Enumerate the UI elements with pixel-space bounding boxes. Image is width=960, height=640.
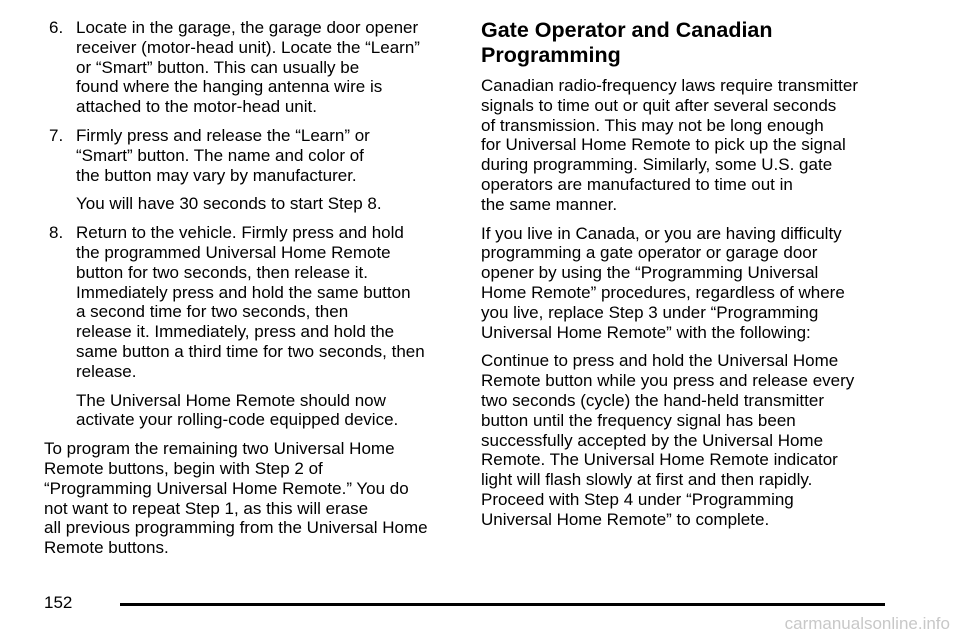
heading-line: Programming (481, 43, 621, 67)
text-line: the button may vary by manufacturer. (76, 165, 357, 185)
page-number: 152 (44, 593, 73, 612)
paragraph-canadian-laws (481, 76, 901, 215)
step-7-note (44, 194, 456, 214)
text-line: Home Remote” procedures, regardless of where (481, 282, 845, 302)
step-number: 6. (49, 18, 64, 37)
text-line: Remote buttons, begin with Step 2 of (44, 458, 323, 478)
text-line: programming a gate operator or garage door (481, 243, 818, 263)
text-line: Return to the vehicle. Firmly press and hold (76, 223, 404, 243)
step-number: 7. (49, 125, 64, 145)
text-line: of transmission. This may not be long enough (481, 115, 824, 135)
text-line: Locate in the garage, the garage door opener (76, 18, 419, 37)
footer-rule (120, 603, 885, 606)
text-line: Remote buttons. (44, 538, 169, 558)
text-line: the same manner. (481, 194, 618, 214)
step-8-note (44, 391, 456, 431)
step-number: 8. (49, 223, 64, 243)
text-line: “Smart” button. The name and color of (76, 145, 364, 165)
text-line: light will flash slowly at first and then rapidly. (481, 470, 813, 490)
text-line: button until the frequency signal has been (481, 410, 796, 430)
text-line: Firmly press and release the “Learn” or (76, 125, 370, 145)
text-line: not want to repeat Step 1, as this will erase (44, 498, 369, 518)
text-line: opener by using the “Programming Universal (481, 263, 819, 283)
step-6 (44, 18, 456, 117)
text-line: all previous programming from the Universal Home (44, 518, 428, 538)
text-line: signals to time out or quit after several seconds (481, 95, 837, 115)
text-line: Proceed with Step 4 under “Programming (481, 489, 794, 509)
text-line: you live, replace Step 3 under “Programming (481, 302, 819, 322)
text-line: the programmed Universal Home Remote (76, 242, 391, 262)
text-line: receiver (motor-head unit). Locate the “Learn” (76, 37, 420, 57)
step-7 (44, 126, 456, 185)
text-line: Remote button while you press and release every (481, 371, 855, 391)
text-line: during programming. Similarly, some U.S. gate (481, 155, 833, 175)
paragraph-if-canada (481, 224, 901, 343)
right-column (481, 18, 901, 539)
text-line: release it. Immediately, press and hold the (76, 322, 395, 342)
text-line: Remote. The Universal Home Remote indicator (481, 450, 838, 470)
watermark: carmanualsonline.info (784, 614, 950, 633)
section-heading (481, 18, 901, 68)
text-line: attached to the motor-head unit. (76, 97, 317, 117)
text-line: operators are manufactured to time out in (481, 174, 793, 194)
text-line: same button a third time for two seconds, then (76, 341, 425, 361)
text-line: You will have 30 seconds to start Step 8. (76, 194, 382, 214)
paragraph-continue (481, 351, 901, 529)
text-line: release. (76, 361, 137, 381)
text-line: Universal Home Remote” to complete. (481, 509, 770, 529)
text-line: “Programming Universal Home Remote.” You do (44, 478, 409, 498)
text-line: Universal Home Remote” with the following: (481, 322, 811, 342)
text-line: for Universal Home Remote to pick up the signal (481, 135, 846, 155)
step-8 (44, 223, 456, 381)
heading-line: Gate Operator and Canadian (481, 18, 773, 42)
text-line: Immediately press and hold the same button (76, 282, 411, 302)
text-line: found where the hanging antenna wire is (76, 77, 383, 97)
text-line: To program the remaining two Universal Home (44, 439, 395, 459)
text-line: If you live in Canada, or you are having difficulty (481, 223, 842, 243)
text-line: two seconds (cycle) the hand-held transmitter (481, 390, 824, 410)
text-line: or “Smart” button. This can usually be (76, 57, 360, 77)
text-line: The Universal Home Remote should now (76, 390, 386, 410)
text-line: successfully accepted by the Universal Home (481, 430, 824, 450)
left-column (44, 18, 456, 567)
text-line: Continue to press and hold the Universal Home (481, 351, 839, 371)
text-line: button for two seconds, then release it. (76, 262, 369, 282)
text-line: activate your rolling-code equipped device. (76, 410, 399, 430)
text-line: a second time for two seconds, then (76, 302, 349, 322)
text-line: Canadian radio-frequency laws require transmitter (481, 76, 859, 95)
closing-paragraph (44, 439, 456, 558)
